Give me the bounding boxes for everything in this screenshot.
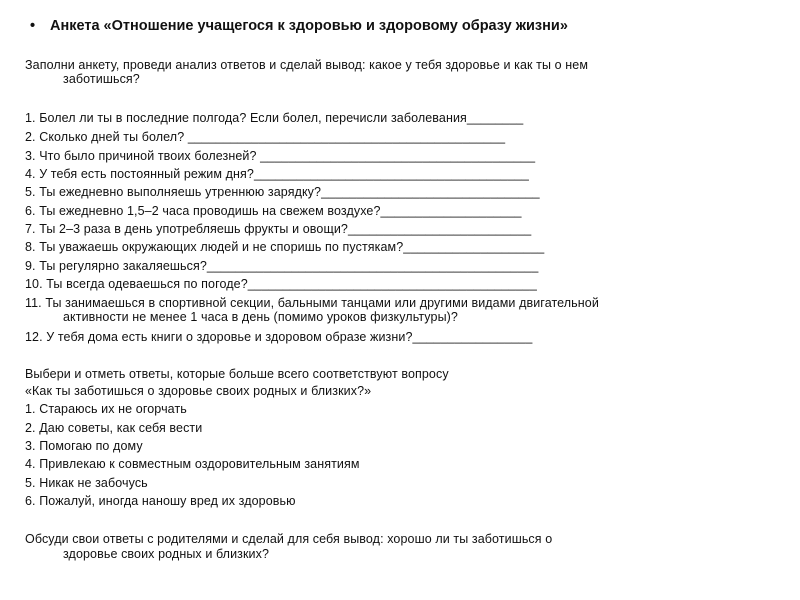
title-bullet: •	[30, 18, 36, 34]
question-9: 9. Ты регулярно закаляешься?_______________________________________________	[25, 259, 539, 273]
choice-instruction: Выбери и отметь ответы, которые больше всего соответствуют вопросу	[25, 367, 449, 381]
intro-line-2: заботишься?	[63, 72, 140, 86]
question-7: 7. Ты 2–3 раза в день употребляешь фрукты и овощи?__________________________	[25, 222, 532, 236]
question-8: 8. Ты уважаешь окружающих людей и не споришь по пустякам?____________________	[25, 240, 545, 254]
choice-question: «Как ты заботишься о здоровье своих родных и близких?»	[25, 384, 372, 398]
page-title	[30, 18, 568, 34]
conclusion-line-2: здоровье своих родных и близких?	[63, 547, 270, 561]
choice-option-4: 4. Привлекаю к совместным оздоровительным занятиям	[25, 457, 360, 471]
question-6: 6. Ты ежедневно 1,5–2 часа проводишь на свежем воздухе?____________________	[25, 204, 522, 218]
question-4: 4. У тебя есть постоянный режим дня?_______________________________________	[25, 167, 529, 181]
question-2: 2. Сколько дней ты болел? _____________________________________________	[25, 130, 506, 144]
choice-option-2: 2. Даю советы, как себя вести	[25, 421, 203, 435]
conclusion-line-1: Обсуди свои ответы с родителями и сделай для себя вывод: хорошо ли ты заботишься о	[25, 532, 553, 546]
choice-option-1: 1. Стараюсь их не огорчать	[25, 402, 187, 416]
question-12: 12. У тебя дома есть книги о здоровье и здоровом образе жизни?_________________	[25, 330, 533, 344]
question-1: 1. Болел ли ты в последние полгода? Если болел, перечисли заболевания________	[25, 111, 524, 125]
question-11-line-1: 11. Ты занимаешься в спортивной секции, бальными танцами или другими видами двигательной	[25, 296, 599, 310]
choice-option-3: 3. Помогаю по дому	[25, 439, 143, 453]
choice-option-6: 6. Пожалуй, иногда наношу вред их здоровью	[25, 494, 296, 508]
question-5: 5. Ты ежедневно выполняешь утреннюю зарядку?_______________________________	[25, 185, 540, 199]
question-3: 3. Что было причиной твоих болезней? _______________________________________	[25, 149, 536, 163]
title-text: Анкета «Отношение учащегося к здоровью и здоровому образу жизни»	[50, 18, 568, 34]
choice-option-5: 5. Никак не забочусь	[25, 476, 148, 490]
question-10: 10. Ты всегда одеваешься по погоде?_________________________________________	[25, 277, 537, 291]
intro-line-1: Заполни анкету, проведи анализ ответов и сделай вывод: какое у тебя здоровье и как ты о нем	[25, 58, 589, 72]
question-11-line-2: активности не менее 1 часа в день (помимо уроков физкультуры)?	[63, 310, 458, 324]
